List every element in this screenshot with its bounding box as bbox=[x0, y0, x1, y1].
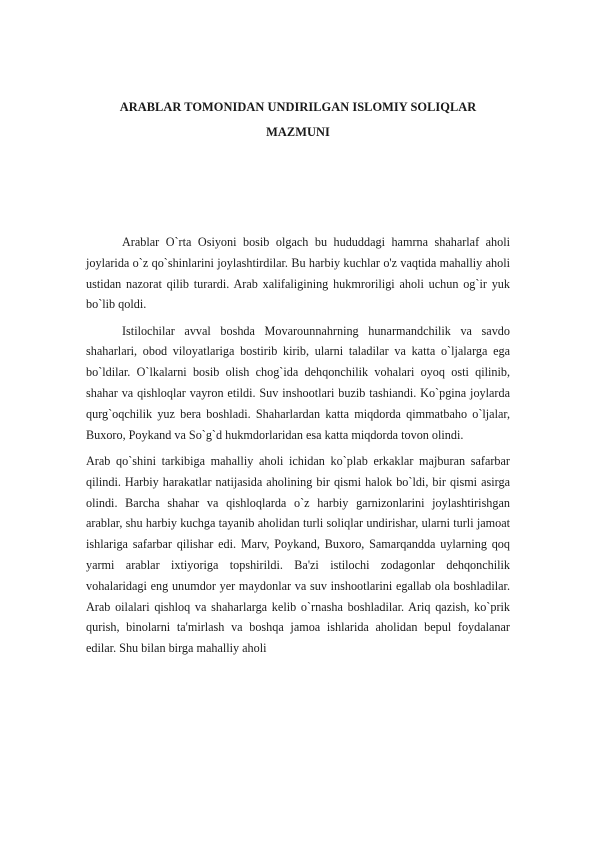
paragraph-3: Arab qo`shini tarkibiga mahalliy aholi ichidan ko`plab erkaklar majburan safarbar qilindi. Harbiy harakatlar natijasida aholining bir qismi halok bo`ldi, bir qismi asirga olindi. Barcha shahar va qishloqlarda o`z harbiy garnizonlarini joylashtirishgan arablar, shu harbiy kuchga tayanib aholidan turli soliqlar undirishar, ularni turli jamoat ishlariga safarbar qilishar edi. Marv, Poykand, Buxoro, Samarqandda uylarning qoq yarmi arablar ixtiyoriga topshirildi. Ba'zi istilochi zodagonlar dehqonchilik vohalaridagi eng unumdor yer maydonlar va suv inshootlarini egallab ola boshladilar. Arab oilalari qishloq va shaharlarga kelib o`rnasha boshladilar. Ariq qazish, ko`prik qurish, binolarni ta'mirlash va boshqa jamoa ishlarida aholidan bepul foydalanar edilar. Shu bilan birga mahalliy aholi bbox=[86, 453, 510, 656]
paragraph-1: Arablar O`rta Osiyoni bosib olgach bu hududdagi hamrna shaharlaf aholi joylarida o`z qo`shinlarini joylashtirdilar. Bu harbiy kuchlar o'z vaqtida mahalliy aholi ustidan nazorat qilib turardi. Arab xalifaligining hukmroriligi aholi uchun og`ir yuk bo`lib qoldi. bbox=[86, 235, 510, 312]
title-line-1: ARABLAR TOMONIDAN UNDIRILGAN ISLOMIY SOLIQLAR bbox=[119, 100, 477, 114]
document-body bbox=[86, 232, 510, 664]
paragraph-2: Istilochilar avval boshda Movarounnahrning hunarmandchilik va savdo shaharlari, obod viloyatlariga bostirib kirib, ularni taladilar va katta o`ljalarga ega bo`ldilar. O`lkalarni bosib olish chog`ida dehqonchilik vohalari oyoq osti qilinib, shahar va qishloqlar vayron etildi. Suv inshootlari buzib tashiandi. Ko`pgina joylarda qurg`oqchilik yuz bera boshladi. Shaharlardan katta miqdorda qimmatbaho o`ljalar, Buxoro, Poykand va So`g`d hukmdorlaridan esa katta miqdorda tovon olindi. bbox=[86, 323, 510, 442]
document-title bbox=[86, 95, 510, 145]
title-line-2: MAZMUNI bbox=[266, 125, 330, 139]
